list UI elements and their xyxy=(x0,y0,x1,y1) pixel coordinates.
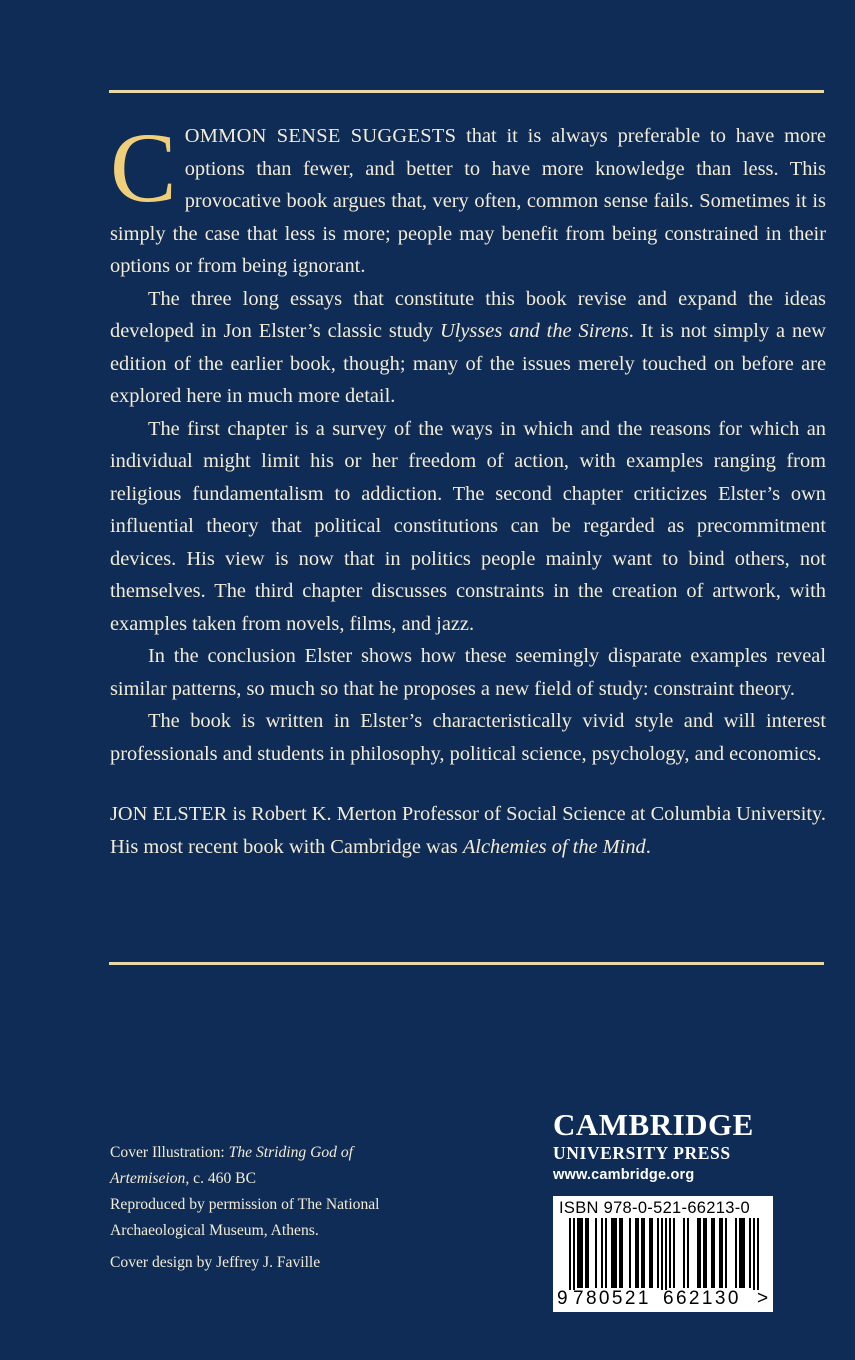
ean-right-group: 662130 xyxy=(663,1288,741,1309)
barcode-bars-icon xyxy=(553,1218,773,1290)
barcode-bar xyxy=(649,1218,651,1288)
barcode-bar xyxy=(577,1218,579,1288)
blurb-paragraph-1 xyxy=(110,112,826,283)
publisher-name: CAMBRIDGE xyxy=(553,1107,754,1142)
barcode-bar xyxy=(613,1218,615,1288)
illustration-title-part-1: The Striding God of xyxy=(228,1144,353,1161)
barcode-bar xyxy=(595,1218,597,1288)
barcode-bar xyxy=(749,1218,751,1288)
permission-line-1: Reproduced by permission of The National xyxy=(110,1196,380,1213)
barcode-bar xyxy=(601,1218,603,1288)
barcode-bar xyxy=(713,1218,715,1288)
barcode-bar xyxy=(753,1218,755,1290)
barcode-bar xyxy=(569,1218,571,1290)
barcode-bar xyxy=(637,1218,639,1288)
barcode-bar xyxy=(643,1218,645,1288)
barcode-bar xyxy=(651,1218,653,1288)
author-recent-book-title: Alchemies of the Mind xyxy=(462,835,646,858)
barcode-bar xyxy=(573,1218,575,1290)
blurb-p2-text-b: . It is not simply a new edition of the earlier book, though; many of the issues merely touched on before are explored here in much more detail. xyxy=(110,320,826,407)
barcode-bar xyxy=(699,1218,701,1288)
cover-credits xyxy=(110,1140,470,1276)
barcode-bar xyxy=(743,1218,745,1288)
cover-blurb xyxy=(110,112,826,863)
ean-digits xyxy=(553,1288,773,1310)
barcode-bar xyxy=(741,1218,743,1288)
barcode-bar xyxy=(669,1218,671,1288)
barcode-bar xyxy=(579,1218,581,1288)
ean-quiet-zone-arrow: > xyxy=(757,1288,769,1309)
barcode-bar xyxy=(719,1218,721,1288)
blurb-p2-text-a: The three long essays that constitute this book revise and expand the ideas developed in Jon Elster’s classic study xyxy=(110,287,826,342)
barcode-bar xyxy=(739,1218,741,1288)
bottom-divider-rule xyxy=(109,962,824,965)
barcode-bar xyxy=(703,1218,705,1288)
barcode-bar xyxy=(665,1218,667,1290)
permission-line-2: Archaeological Museum, Athens. xyxy=(110,1222,319,1239)
ean-left-group: 780521 xyxy=(573,1288,651,1309)
publisher-url: www.cambridge.org xyxy=(553,1167,695,1183)
blurb-paragraph-3: The first chapter is a survey of the ways in which and the reasons for which an individual might limit his or her freedom of action, with examples ranging from religious fundamentalism to addiction. The second chapter criticizes Elster’s own influential theory that political constitutions can be regarded as precommitment devices. His view is now that in politics people mainly want to bind others, not themselves. The third chapter discusses constraints in the creation of artwork, with examples taken from novels, films, and jazz. xyxy=(110,417,826,635)
cover-design-credit: Cover design by Jeffrey J. Faville xyxy=(110,1254,321,1271)
blurb-paragraph-4: In the conclusion Elster shows how these seemingly disparate examples reveal similar patterns, so much so that he proposes a new field of study: constraint theory. xyxy=(110,645,826,700)
barcode-bar xyxy=(757,1218,759,1290)
author-bio-text-a: is Robert K. Merton Professor of Social Science at Columbia University. His most recent book with Cambridge was xyxy=(110,803,826,858)
barcode-bar xyxy=(629,1218,631,1288)
barcode-bar xyxy=(621,1218,623,1288)
isbn-barcode xyxy=(553,1196,773,1312)
barcode-bar xyxy=(661,1218,663,1290)
barcode-bar xyxy=(641,1218,643,1288)
barcode-bar xyxy=(619,1218,621,1288)
barcode-bar xyxy=(705,1218,707,1288)
barcode-bar xyxy=(673,1218,675,1288)
barcode-bar xyxy=(725,1218,727,1288)
illustration-title-part-2: Artemiseion xyxy=(110,1170,186,1187)
barcode-bar xyxy=(615,1218,617,1288)
illustration-credit-line-1 xyxy=(110,1140,470,1166)
barcode-bar xyxy=(687,1218,689,1288)
barcode-bar xyxy=(635,1218,637,1288)
barcode-bar xyxy=(697,1218,699,1288)
isbn-text: ISBN 978-0-521-66213-0 xyxy=(559,1199,750,1217)
blurb-lead-caps: OMMON SENSE SUGGESTS xyxy=(184,125,457,147)
referenced-book-title: Ulysses and the Sirens xyxy=(439,320,629,342)
barcode-bar xyxy=(581,1218,583,1288)
publisher-subtitle: UNIVERSITY PRESS xyxy=(553,1143,731,1163)
barcode-bar xyxy=(611,1218,613,1288)
author-name: JON ELSTER xyxy=(110,803,228,825)
publisher-logo xyxy=(553,1108,775,1186)
barcode-bar xyxy=(721,1218,723,1288)
barcode-bar xyxy=(735,1218,737,1288)
blurb-paragraph-5: The book is written in Elster’s characteristically vivid style and will interest professionals and students in philosophy, political science, psychology, and economics. xyxy=(110,710,826,765)
illustration-credit-line-2 xyxy=(110,1166,470,1192)
barcode-bar xyxy=(711,1218,713,1288)
ean-first-digit: 9 xyxy=(557,1288,568,1309)
barcode-bar xyxy=(683,1218,685,1288)
author-bio xyxy=(110,798,826,863)
barcode-bar xyxy=(657,1218,659,1288)
barcode-bar xyxy=(587,1218,589,1288)
drop-cap-letter: C xyxy=(110,112,177,223)
blurb-paragraph-2 xyxy=(110,283,826,413)
barcode-bar xyxy=(585,1218,587,1288)
blurb-p1-text: that it is always preferable to have more options than fewer, and better to have more knowledge than less. This provocative book argues that, very often, common sense fails. Sometimes it is simply the case that less is more; people may benefit from being constrained in their options or from being ignorant. xyxy=(110,125,826,277)
barcode-bar xyxy=(605,1218,607,1288)
illustration-date: , c. 460 BC xyxy=(185,1170,256,1187)
author-bio-text-b: . xyxy=(645,835,651,858)
illustration-label: Cover Illustration: xyxy=(110,1144,229,1161)
top-divider-rule xyxy=(109,90,824,93)
